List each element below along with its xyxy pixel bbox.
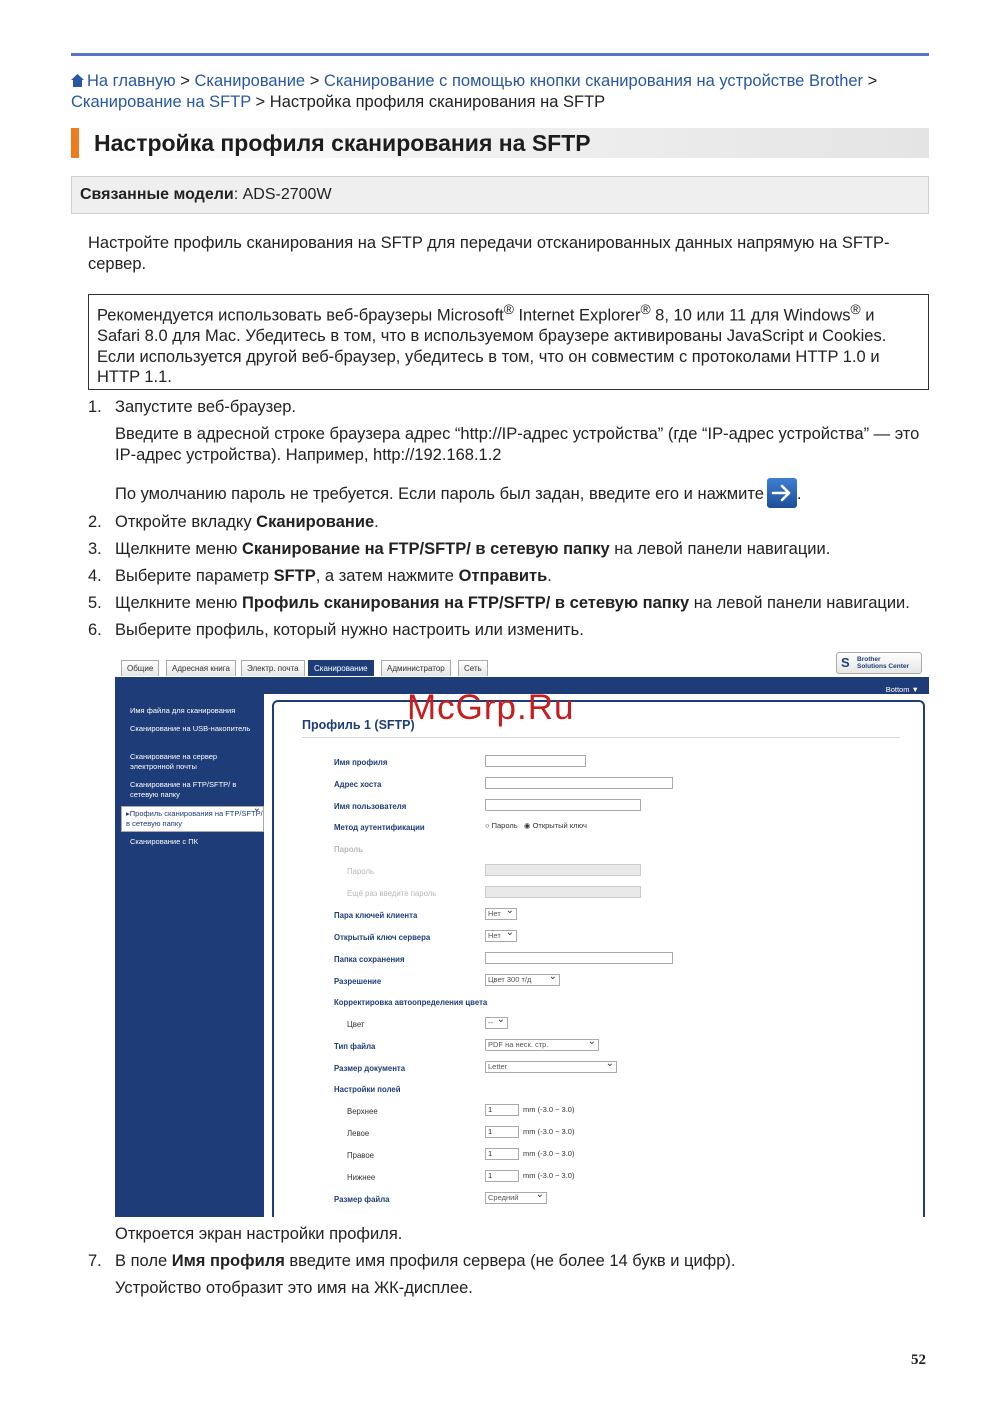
step-1-password [115,478,933,508]
field-label: Размер документа [334,1064,406,1073]
auth-method-radios [485,820,587,832]
title-bar [71,128,929,158]
registered-mark: ® [640,302,651,317]
username-input[interactable] [485,799,641,811]
radio-password[interactable]: ○ Пароль [485,821,518,830]
resolution-select[interactable]: Цвет 300 т/д ⌄ [485,974,560,986]
page-number: 52 [911,1352,926,1368]
unit-label: mm (-3.0 ~ 3.0) [523,1149,575,1158]
margin-top-control [485,1104,575,1116]
field-label: Адрес хоста [334,780,382,789]
brother-solutions-center-button[interactable] [836,652,922,674]
field-label: Верхнее [347,1107,378,1116]
unit-label: mm (-3.0 ~ 3.0) [523,1171,575,1180]
field-label: Тип файла [334,1042,376,1051]
field-label: Папка сохранения [334,955,405,964]
sidebar-item-scan-to-email[interactable]: Сканирование на сервер электронной почты [130,752,218,771]
note-box [88,294,929,390]
row-client-keypair [334,908,914,924]
bsc-label: Solutions Center [857,663,910,670]
tab-general[interactable]: Общие [121,660,159,676]
breadcrumb-scanning[interactable]: Сканирование [194,72,306,90]
radio-public-key[interactable]: ◉ Открытый ключ [523,821,587,830]
step-text: Запустите веб-браузер. [115,398,297,416]
step-text: Откройте вкладку Сканирование. [115,513,379,531]
breadcrumb-sep: > [309,72,320,90]
breadcrumb-scan-button[interactable]: Сканирование с помощью кнопки сканирования на устройстве Brother [323,72,864,90]
row-doc-size [334,1061,914,1077]
models-value: : ADS-2700W [233,186,332,203]
step-text: Щелкните меню Профиль сканирования на FTP/SFTP/ в сетевую папку на левой панели навигации. [115,594,910,612]
step-number: 4. [88,567,102,585]
step-text: . [796,485,802,503]
breadcrumb-current: Настройка профиля сканирования на SFTP [269,93,606,111]
client-keypair-select[interactable]: Нет ⌄ [485,908,517,920]
file-size-select[interactable]: Средний ⌄ [485,1192,547,1204]
row-margin-right [334,1148,914,1164]
page-title: Настройка профиля сканирования на SFTP [94,130,591,156]
sidebar-item-scan-file-name[interactable]: Имя файла для сканирования [130,706,236,715]
margin-left-control [485,1126,575,1138]
title-accent [71,128,79,158]
models-label: Связанные модели [80,186,234,203]
row-profile-name [334,755,914,771]
web-ui-screenshot [115,650,929,1217]
field-label: Размер файла [334,1195,390,1204]
row-margin-bottom [334,1170,914,1186]
unit-label: mm (-3.0 ~ 3.0) [523,1105,575,1114]
margin-bottom-control [485,1170,575,1182]
step-text: Выберите параметр SFTP, а затем нажмите Отправить. [115,567,552,585]
store-directory-input[interactable] [485,952,673,964]
breadcrumb-sep: > [255,93,266,111]
step-number: 2. [88,513,102,531]
margin-right-input[interactable]: 1 [485,1148,519,1160]
step-text: Щелкните меню Сканирование на FTP/SFTP/ в сетевую папку на левой панели навигации. [115,540,831,558]
field-label: Пароль [347,867,375,876]
brother-logo-icon: S [841,655,850,670]
margin-top-input[interactable]: 1 [485,1104,519,1116]
tab-scan[interactable]: Сканирование [308,660,374,676]
step-7-result: Устройство отобразит это имя на ЖК-дисплее. [115,1279,473,1297]
breadcrumb-sep: > [867,72,878,90]
profile-title: Профиль 1 (SFTP) [302,718,415,732]
sidebar-item-scan-profile[interactable] [121,806,264,832]
step-number: 6. [88,621,102,639]
registered-mark: ® [850,302,861,317]
row-password-group [334,842,914,858]
step-6-result: Откроется экран настройки профиля. [115,1225,403,1243]
tab-address-book[interactable]: Адресная книга [166,660,236,676]
content-panel [272,700,925,1217]
step-number: 3. [88,540,102,558]
step-number: 5. [88,594,102,612]
host-address-input[interactable] [485,777,673,789]
step-number: 1. [88,398,102,416]
sidebar-item-scan-to-ftp[interactable]: Сканирование на FTP/SFTP/ в сетевую папку [130,780,237,799]
row-server-pubkey [334,930,914,946]
related-models [71,176,929,214]
tab-administrator[interactable]: Администратор [381,660,451,676]
row-password [334,864,914,880]
margin-bottom-input[interactable]: 1 [485,1170,519,1182]
file-type-select[interactable]: PDF на неск. стр. ⌄ [485,1039,599,1051]
field-label: Пароль [334,845,364,854]
margin-left-input[interactable]: 1 [485,1126,519,1138]
password-input[interactable] [485,864,641,876]
field-label: Цвет [347,1020,365,1029]
arrow-right-icon [767,478,797,508]
bsc-label: Brother [857,656,881,663]
sidebar-item-scan-to-usb[interactable]: Сканирование на USB-накопитель [130,724,251,733]
field-label: Открытый ключ сервера [334,933,431,942]
field-label: Настройки полей [334,1085,401,1094]
field-label: Разрешение [334,977,382,986]
note-text: Internet Explorer [513,306,641,325]
color-select[interactable]: -- ⌄ [485,1017,508,1029]
home-icon[interactable] [71,74,84,87]
field-label: Корректировка автоопределения цвета [334,998,488,1007]
step-text: В поле Имя профиля введите имя профиля сервера (не более 14 букв и цифр). [115,1252,736,1270]
tab-email[interactable]: Электр. почта [241,660,305,676]
row-file-type [334,1039,914,1055]
intro-text: Настройте профиль сканирования на SFTP для передачи отсканированных данных напрямую на SFTP-сервер. [88,234,890,273]
breadcrumb-home[interactable]: На главную [87,72,176,90]
row-host [334,777,914,793]
tab-network[interactable]: Сеть [458,660,488,676]
sidebar-item-scan-from-pc[interactable]: Сканирование с ПК [130,837,198,846]
step-text: Выберите профиль, который нужно настроить или изменить. [115,621,584,639]
note-text: и Safari 8.0 для Mac. Убедитесь в том, что в используемом браузере активированы JavaScript и Cookies. Если используется другой веб-браузер, убедитесь в том, что он совместим с протоколами HTTP 1.0 и HTTP 1.1. [97,306,887,386]
step-number: 7. [88,1252,102,1270]
row-auto-color [334,995,914,1011]
field-label: Имя профиля [334,758,388,767]
row-user [334,799,914,815]
divider [302,737,900,738]
row-password-retype [334,886,914,902]
margin-right-control [485,1148,575,1160]
breadcrumb [71,71,929,113]
field-label: Ещё раз введите пароль [347,889,437,898]
profile-name-input[interactable] [485,755,586,767]
sidebar [115,694,264,1217]
bottom-link[interactable]: Bottom ▼ [885,685,919,694]
field-label: Левое [347,1129,370,1138]
row-store-dir [334,952,914,968]
top-rule [71,53,929,56]
field-label: Метод аутентификации [334,823,425,832]
breadcrumb-scan-to-sftp[interactable]: Сканирование на SFTP [71,93,251,111]
registered-mark: ® [503,302,514,317]
step-text: По умолчанию пароль не требуется. Если пароль был задан, введите его и нажмите [115,485,764,503]
document-size-select[interactable]: Letter ⌄ [485,1061,617,1073]
row-margin-left [334,1126,914,1142]
field-label: Пара ключей клиента [334,911,418,920]
row-file-size [334,1192,914,1208]
watermark: McGrp.Ru [407,688,575,727]
server-pubkey-select[interactable]: Нет ⌄ [485,930,517,942]
row-color [334,1017,914,1033]
breadcrumb-sep: > [180,72,190,90]
row-margins [334,1082,914,1098]
row-resolution [334,974,914,990]
tabs-row [115,650,929,677]
step-1-detail: Введите в адресной строке браузера адрес “http://IP-адрес устройства” (где “IP-адрес устройства” — это IP-адрес устройства). Например, http://192.168.1.2 [115,425,920,464]
password-retype-input[interactable] [485,886,641,898]
row-margin-top [334,1104,914,1120]
field-label: Правое [347,1151,375,1160]
field-label: Имя пользователя [334,802,407,811]
note-text: Рекомендуется использовать веб-браузеры Microsoft [97,306,504,325]
note-text: 8, 10 или 11 для Windows [650,306,851,325]
row-auth [334,820,914,836]
sidebar-item-label: Профиль сканирования на FTP/SFTP/ в сетевую папку [126,809,263,828]
field-label: Нижнее [347,1173,376,1182]
unit-label: mm (-3.0 ~ 3.0) [523,1127,575,1136]
bullet-icon: ▸ [126,809,130,818]
